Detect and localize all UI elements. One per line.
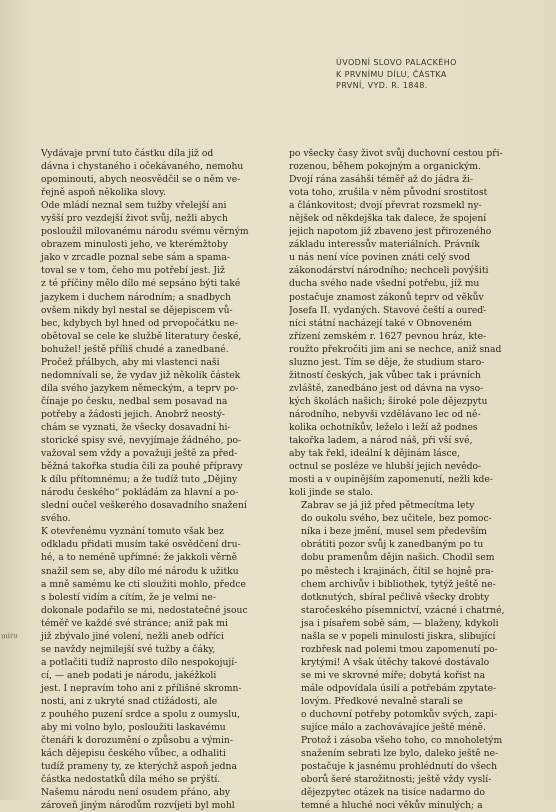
text-line: národního, nebyvši vzdělávano lec od ně- (289, 408, 481, 420)
text-line: potřeby a žádosti jejich. Anobrž neostý- (41, 408, 226, 420)
text-line: Josefa II. vydaných. Stavové čeští a oureď- (289, 304, 487, 316)
text-line: bec, kdybych byl hned od prvopočátku ne- (41, 317, 238, 329)
text-line: tudíž prameny ty, ze kterýchž aspoň jedna (41, 761, 237, 773)
paragraph (29, 147, 283, 199)
text-line: Vydávaje první tuto částku díla již od (41, 148, 214, 159)
text-line: do oukolu svého, bez učitele, bez pomoc- (301, 513, 492, 525)
text-line: našla se v popeli minulosti jiskra, slibující (301, 630, 496, 642)
text-line: po městech i krajinách, čítil se hojně pra- (301, 565, 494, 577)
text-line: bohužel! ještě příliš chudé a zanedbané. (41, 343, 229, 355)
text-line: mosti a v oupinějším zapomenutí, nežli kde- (289, 474, 493, 486)
text-line: rozbřesk nad polemi tmou zapomenutí po- (301, 643, 498, 655)
text-line: vyšší pro vezdejší život svůj, nežli abych (41, 213, 228, 225)
text-line: temné a hluché noci věkův minulých; a (301, 800, 483, 812)
heading-line-2: K PRVNÍMU DÍLU, ČÁSTKA (336, 69, 447, 79)
text-line: dokonale podařilo se mi, nedostatečné jsouc (41, 604, 248, 616)
text-line: sujíce málo a zachovávajíce ještě méně. (301, 722, 486, 734)
text-line: oborů šeré starožitnosti; ještě vždy vyslí- (301, 774, 492, 786)
text-line: postačuje znamost zákonů teprv od věkův (289, 291, 484, 303)
text-line: octnul se posléze ve hlubší jejich nevědo- (289, 461, 482, 473)
section-heading (336, 57, 536, 92)
text-line: a potlačiti tudíž naprosto dílo nespokojují- (41, 656, 238, 668)
heading-line-3: PRVNÍ, VYD. R. 1848. (336, 81, 428, 90)
text-line: Protož i zásoba všeho toho, co mnoholetým (301, 735, 503, 747)
text-line: z pouhého puzení srdce a spolu z oumyslu, (41, 709, 241, 721)
text-line: cí, — aneb podati je národu, jakéžkoli (41, 669, 217, 681)
text-line: nějšek od někdejška tak dalece, že spojení (289, 213, 487, 225)
text-line: Ode mládí neznal sem tužby vřelejší ani (41, 200, 227, 212)
text-line: ovšem nikdy byl nestal se dějepiscem vů- (41, 304, 233, 316)
text-line: jako v zrcadle poznal sebe sám a spama- (41, 252, 230, 264)
text-line: snažením sebrati lze bylo, daleko ještě ne- (301, 748, 499, 760)
paragraph (289, 147, 533, 499)
text-line: dotknutých, sbíral pečlivě všecky drobty (301, 591, 490, 603)
text-line: nosti, ani z ukryté snad ctižádosti, ale (41, 695, 218, 707)
text-line: koli jinde se stalo. (289, 487, 374, 499)
text-line: obrátiti pozor svůj k zanedbaným po tu (301, 539, 484, 551)
text-line: zároveň jiným národům rozvíjeti byl mohl (41, 800, 235, 812)
paragraph (29, 525, 283, 786)
text-line: opominouti, abych neosvědčil se o něm ve- (41, 174, 241, 186)
text-line: po všecky časy život svůj duchovní cestou při- (289, 148, 503, 159)
text-line: aby tak řekl, ideální k dějinám lásce, (289, 448, 461, 460)
text-line: zvláště, zanedbáno jest od dávna na vyso- (289, 382, 484, 394)
text-line: storické spisy své, nevyjímaje žádného, po- (41, 435, 242, 447)
paragraph (289, 499, 533, 812)
margin-handwritten-note: míru (0, 631, 18, 641)
text-line: jsa i písařem sobě sám, — blaženy, kdykoli (301, 617, 499, 629)
text-line: posloužil milovanému národu svému věrným (41, 226, 249, 238)
text-line: Zabrav se já již před pětmecítma lety (301, 500, 475, 512)
text-line: dobu pramenům dějin našich. Chodil sem (301, 552, 495, 564)
text-line: hé, a to neméně upřímné: že jakkoli věrně (41, 552, 238, 564)
text-line: národu českého“ pokládám za hlavní a po- (41, 487, 239, 499)
paragraph (29, 199, 283, 356)
text-line: jejich napotom již zbaveno jest přirozeného (289, 226, 492, 238)
text-line: nedomnívali se, že vydav již několik částek (41, 369, 241, 381)
text-line: takořka ladem, a národ náš, při vší své, (289, 435, 473, 447)
text-line: važoval sem vždy a považuji ještě za před- (41, 448, 238, 460)
text-line: postačuje k jasnému prohlédnutí do všech (301, 761, 498, 773)
text-line: mále odpovídala úsilí a potřebám zpytate- (301, 682, 497, 694)
heading-line-1: ÚVODNÍ SLOVO PALACKÉHO (336, 58, 457, 67)
text-line: kých školách našich; široké pole dějezpytu (289, 395, 488, 407)
text-line: a mně samému ke cti sloužiti mohlo, předce (41, 578, 246, 590)
text-line: o duchovní potřeby potomkův svých, zapi- (301, 709, 497, 721)
text-line: téměř ve každé své stránce; aniž pak mi (41, 617, 228, 629)
left-text-column (29, 147, 283, 812)
text-line: Pročež přálbych, aby mi vlastenci naši (41, 356, 220, 368)
text-line: základu interessův materiálních. Právník (289, 239, 480, 251)
text-line: obětoval se cele ke službě literatury české, (41, 330, 242, 342)
text-line: sluzno jest. Tím se děje, že studium staro- (289, 356, 485, 368)
text-line: K otevřenému vyznání tomuto však bez (41, 526, 224, 538)
text-line: zákonodárství národního; nechceli povýšiti (289, 265, 489, 277)
text-line: chám se vyznati, že všecky dosavadní hi- (41, 421, 231, 433)
text-line: díla svého jazykem německým, a teprv po- (41, 382, 239, 394)
text-line: ducha svého nade všední potřebu, jíž mu (289, 278, 480, 290)
text-line: zřízení zemském r. 1627 pevnou hráz, kte- (289, 330, 487, 342)
text-line: částka nedostatků díla mého se prýští. (41, 774, 221, 786)
text-line: snažil sem se, aby dílo mé národu k užitku (41, 565, 239, 577)
text-line: slední oučel veškerého dosavadního snažení (41, 500, 247, 512)
text-line: aby mi volno bylo, posloužiti laskavému (41, 722, 226, 734)
paragraph (29, 786, 283, 812)
paragraph (29, 356, 283, 526)
text-line: kách dějepisu českého vůbec, a odhaliti (41, 748, 226, 760)
text-line: vota toho, zrušila v něm původní srostitost (289, 187, 488, 199)
text-line: z té příčiny mělo dílo mé sepsáno býti také (41, 278, 241, 290)
text-line: obrazem minulosti jeho, ve kterémžtoby (41, 239, 228, 251)
text-line: řejně aspoň několika slovy. (41, 187, 166, 199)
text-line: s bolestí vidím a cítím, že je velmi ne- (41, 591, 216, 603)
text-line: odkladu přidati musím také osvědčení dru- (41, 539, 241, 551)
text-line: jazykem i duchem národním; a snadbych (41, 291, 232, 303)
text-line: krytými! A však útěchy takové dostávalo (301, 656, 490, 668)
text-line: u nás není více povinen znáti celý svod (289, 252, 471, 264)
text-line: svého. (41, 513, 71, 525)
text-line: již zbývalo jiné volení, nežli aneb odříci (41, 630, 224, 642)
text-line: a článkovitost; dvojí převrat rozsmekl ny- (289, 200, 482, 212)
text-line: se navždy nejmilejší své tužby a čáky, (41, 643, 216, 655)
text-line: dějezpytec otázek na tisíce nadarmo do (301, 787, 486, 799)
text-line: jest. I nepravím toho ani z přílišné skromn- (41, 682, 242, 694)
text-line: čínaje po česku, nedbal sem posavad na (41, 395, 228, 407)
text-line: Našemu národu není osudem přáno, aby (41, 787, 231, 799)
text-line: chem archivův i bibliothek, tytýž ještě ne- (301, 578, 496, 590)
text-line: dávna i chystaného i očekávaného, nemohu (41, 161, 244, 173)
right-text-column (289, 147, 533, 812)
text-line: rozenou, během pokojným a organickým. (289, 161, 481, 173)
text-line: Dvojí rána zasáhši téměř až do jádra ži- (289, 174, 474, 186)
text-line: kolika ochotníkův, leželo i leží až podnes (289, 421, 478, 433)
text-line: se mi ve skrovné míře; dobytá kořist na (301, 669, 486, 681)
text-line: níka i beze jmění, musel sem především (301, 526, 487, 538)
text-line: čtenáři k dorozumění o způsobu a výmin- (41, 735, 233, 747)
text-line: k dílu přítomnému; a že tudíž tuto „Dějiny (41, 474, 238, 486)
text-line: roužto překročiti jim ani se nechce, aniž snad (289, 343, 502, 355)
text-line: běžná takořka studia čili za pouhé přípravy (41, 461, 243, 473)
text-line: žitností českých, jak vůbec tak i právních (289, 369, 481, 381)
text-line: staročeského písemnictví, vzácné i chatrné, (301, 604, 505, 616)
text-line: toval se v tom, čeho mu potřebí jest. Již (41, 265, 225, 277)
text-line: níci státní nacházejí také v Obnoveném (289, 317, 472, 329)
text-line: lovým. Předkové nevalně starali se (301, 695, 463, 707)
